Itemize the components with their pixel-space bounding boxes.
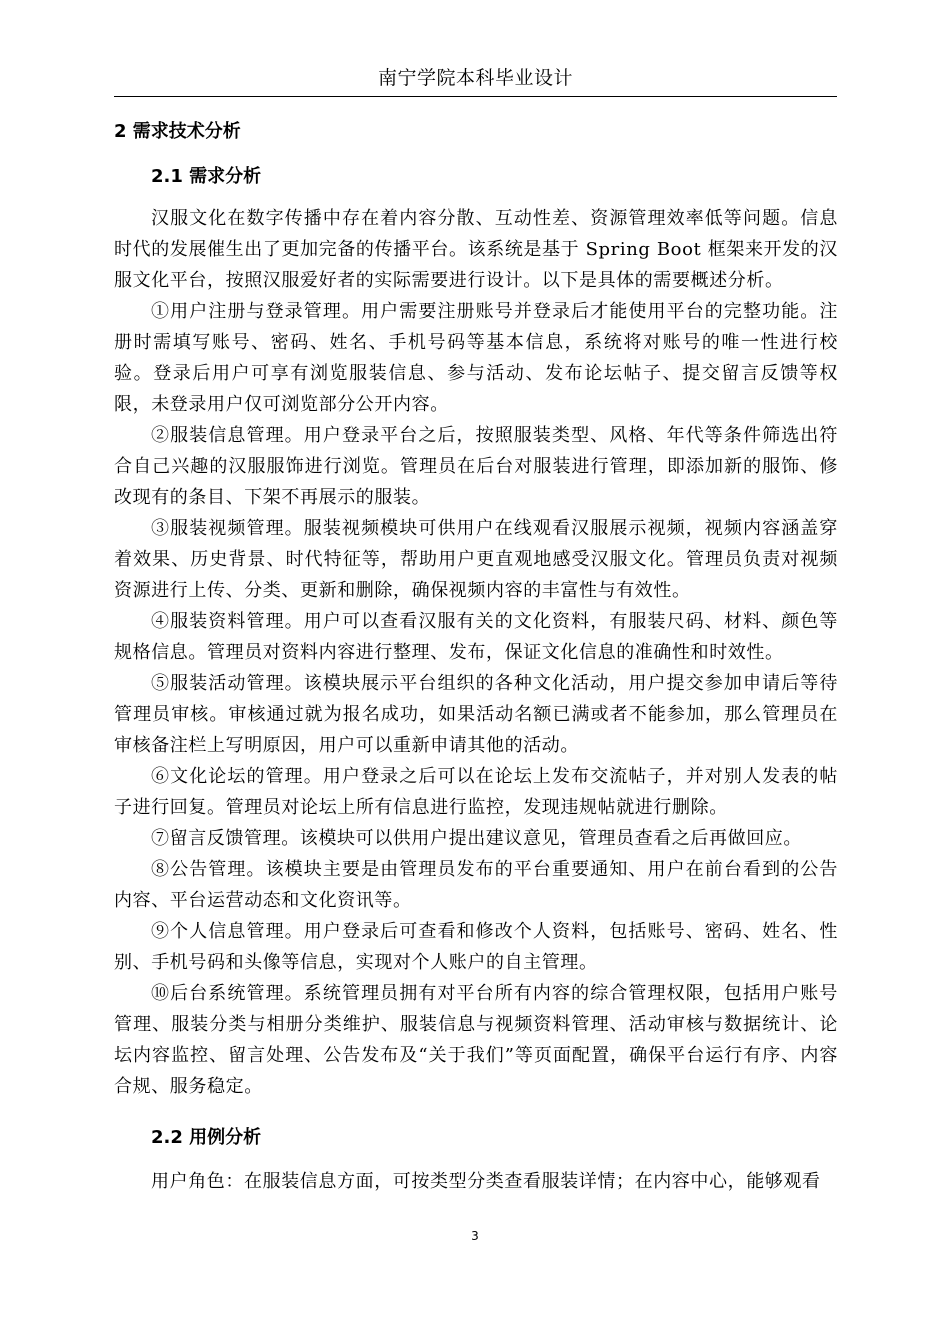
paragraph: ⑦留言反馈管理。该模块可以供用户提出建议意见，管理员查看之后再做回应。 [151, 828, 802, 849]
paragraph: ⑥文化论坛的管理。用户登录之后可以在论坛上发布交流帖子，并对别人发表的帖子进行回复。管理员对论坛上所有信息进行监控，发现违规帖就进行删除。 [114, 766, 838, 818]
subsection-heading-2-2: 2.2 用例分析 [151, 1127, 262, 1148]
page-body [114, 116, 838, 1197]
header-rule [114, 96, 837, 97]
page-number: 3 [471, 1229, 479, 1243]
paragraph: ⑩后台系统管理。系统管理员拥有对平台所有内容的综合管理权限，包括用户账号管理、服装分类与相册分类维护、服装信息与视频资料管理、活动审核与数据统计、论坛内容监控、留言处理、公告发布及“关于我们”等页面配置，确保平台运行有序、内容合规、服务稳定。 [114, 983, 838, 1097]
section-heading: 2 需求技术分析 [114, 121, 241, 142]
paragraph: ⑧公告管理。该模块主要是由管理员发布的平台重要通知、用户在前台看到的公告内容、平台运营动态和文化资讯等。 [114, 859, 838, 911]
paragraph: ①用户注册与登录管理。用户需要注册账号并登录后才能使用平台的完整功能。注册时需填写账号、密码、姓名、手机号码等基本信息，系统将对账号的唯一性进行校验。登录后用户可享有浏览服装信息、参与活动、发布论坛帖子、提交留言反馈等权限，未登录用户仅可浏览部分公开内容。 [114, 301, 838, 415]
running-header: 南宁学院本科毕业设计 [377, 67, 573, 89]
paragraph: ⑤服装活动管理。该模块展示平台组织的各种文化活动，用户提交参加申请后等待管理员审核。审核通过就为报名成功，如果活动名额已满或者不能参加，那么管理员在审核备注栏上写明原因，用户可以重新申请其他的活动。 [114, 673, 838, 756]
paragraph: 用户角色：在服装信息方面，可按类型分类查看服装详情；在内容中心，能够观看 [151, 1171, 821, 1192]
subsection-heading-2-1: 2.1 需求分析 [151, 166, 262, 187]
paragraph: ④服装资料管理。用户可以查看汉服有关的文化资料，有服装尺码、材料、颜色等规格信息。管理员对资料内容进行整理、发布，保证文化信息的准确性和时效性。 [114, 611, 838, 663]
paragraph: ⑨个人信息管理。用户登录后可查看和修改个人资料，包括账号、密码、姓名、性别、手机号码和头像等信息，实现对个人账户的自主管理。 [114, 921, 838, 973]
paragraph: ③服装视频管理。服装视频模块可供用户在线观看汉服展示视频，视频内容涵盖穿着效果、历史背景、时代特征等，帮助用户更直观地感受汉服文化。管理员负责对视频资源进行上传、分类、更新和删除，确保视频内容的丰富性与有效性。 [114, 518, 838, 601]
paragraph: ②服装信息管理。用户登录平台之后，按照服装类型、风格、年代等条件筛选出符合自己兴趣的汉服服饰进行浏览。管理员在后台对服装进行管理，即添加新的服饰、修改现有的条目、下架不再展示的服装。 [114, 425, 838, 508]
paragraph: 汉服文化在数字传播中存在着内容分散、互动性差、资源管理效率低等问题。信息时代的发展催生出了更加完备的传播平台。该系统是基于 Spring Boot 框架来开发的汉服文化平台，按照汉服爱好者的实际需要进行设计。以下是具体的需要概述分析。 [114, 208, 838, 291]
